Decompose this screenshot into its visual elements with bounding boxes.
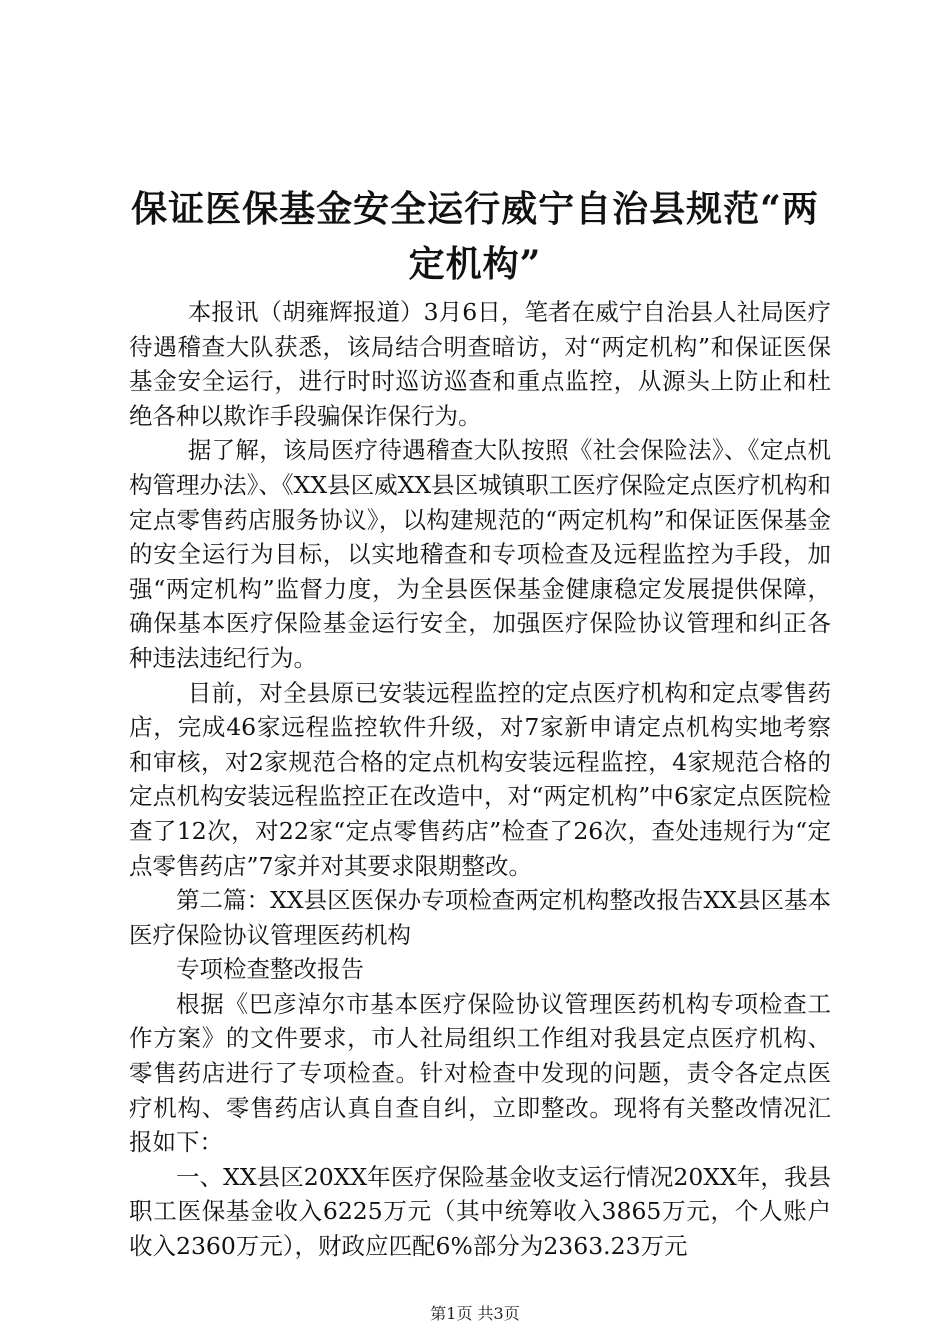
paragraph-report-subtitle: 专项检查整改报告 xyxy=(176,955,364,984)
paragraph-second-article-title: 第二篇：XX县区医保办专项检查两定机构整改报告XX县区基本医疗保险协议管理医药机构 xyxy=(129,886,831,949)
paragraph-progress: 目前，对全县原已安装远程监控的定点医疗机构和定点零售药店，完成46家远程监控软件升级，对7家新申请定点机构实地考察和审核，对2家规范合格的定点机构安装远程监控，4家规范合格的定点机构安装远程监控正在改造中，对“两定机构”中6家定点医院检查了12次，对22家“定点零售药店”检查了26次，查处违规行为“定点零售药店”7家并对其要求限期整改。 xyxy=(129,678,831,880)
paragraph-report-basis: 根据《巴彦淖尔市基本医疗保险协议管理医药机构专项检查工作方案》的文件要求，市人社局组织工作组对我县定点医疗机构、零售药店进行了专项检查。针对检查中发现的问题，责令各定点医疗机构、零售药店认真自查自纠，立即整改。现将有关整改情况汇报如下： xyxy=(129,989,831,1157)
page-number-footer: 第1页 共3页 xyxy=(430,1304,520,1323)
paragraph-background: 据了解，该局医疗待遇稽查大队按照《社会保险法》、《定点机构管理办法》、《XX县区威XX县区城镇职工医疗保险定点医疗机构和定点零售药店服务协议》，以构建规范的“两定机构”和保证医保基金的安全运行为目标，以实地稽查和专项检查及远程监控为手段，加强“两定机构”监督力度，为全县医保基金健康稳定发展提供保障，确保基本医疗保险基金运行安全，加强医疗保险协议管理和纠正各种违法违纪行为。 xyxy=(129,436,831,672)
document-title: 保证医保基金安全运行威宁自治县规范“两定机构” xyxy=(131,188,819,285)
paragraph-intro: 本报讯（胡雍辉报道）3月6日，笔者在威宁自治县人社局医疗待遇稽查大队获悉，该局结合明查暗访，对“两定机构”和保证医保基金安全运行，进行时时巡访巡查和重点监控，从源头上防止和杜绝各种以欺诈手段骗保诈保行为。 xyxy=(129,298,831,430)
paragraph-fund-status: 一、XX县区20XX年医疗保险基金收支运行情况20XX年，我县职工医保基金收入6225万元（其中统筹收入3865万元，个人账户收入2360万元），财政应匹配6%部分为2363.23万元 xyxy=(129,1162,831,1261)
document-body xyxy=(129,295,831,1264)
